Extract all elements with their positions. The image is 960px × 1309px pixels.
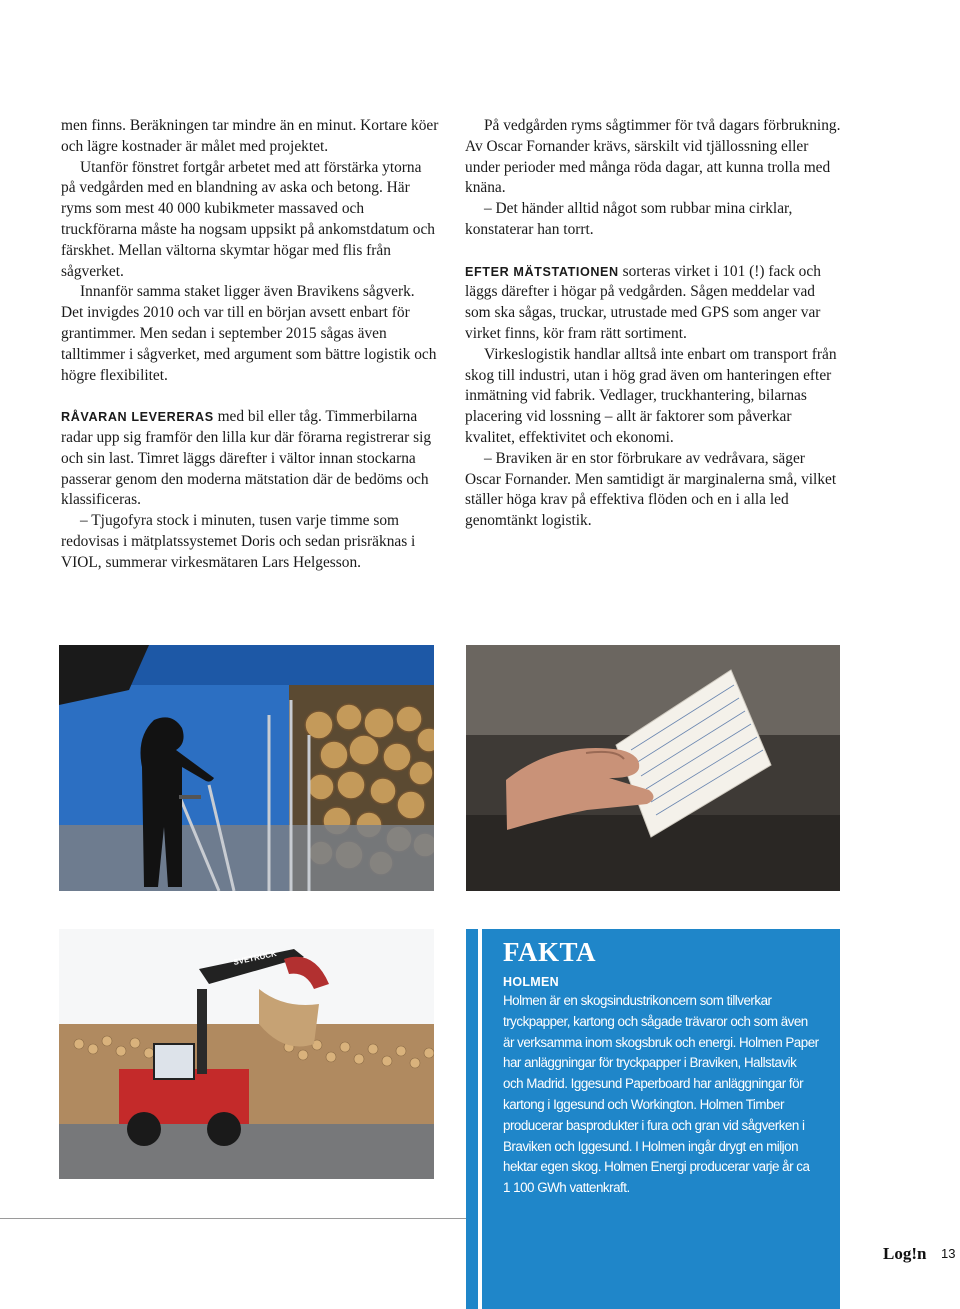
page-number: 13 (941, 1246, 956, 1261)
card-photo (466, 645, 840, 891)
quote-paragraph: – Tjugofyra stock i minuten, tusen varje timme som redovisas i mätplatssystemet Doris och sedan prisräknas i VIOL, summerar virkesmätaren Lars Helgesson. (61, 512, 416, 571)
truck-brand-label: SVETRUCK (232, 949, 278, 967)
section-text: med bil eller tåg. Timmerbilarna radar upp sig framför den lilla kur där förarna registrerar sig och sin last. Timret läggs därefter i vältor innan stockarna passerar genom den moderna mätstation där de bedöms och klassificeras. (61, 408, 432, 509)
paragraph: Utanför fönstret fortgår arbetet med att förstärka ytorna på vedgården med en blandning av aska och betong. Här ryms som mest 40 000 kubikmeter massaved och truckförarna måste ha nogsam uppsikt på ankomstdatum och färskhet. Mellan vältorna skymtar högar med flis från sågverket. (61, 158, 435, 280)
footer-divider (0, 1218, 466, 1219)
truck-photo-image (59, 929, 434, 1179)
section-lead: RÅVARAN LEVERERAS (61, 410, 214, 425)
magazine-logo: Log!n (883, 1244, 927, 1263)
truck-photo (59, 929, 434, 1179)
article-right-column (465, 116, 843, 532)
fakta-subtitle: HOLMEN (503, 975, 559, 989)
paragraph: Innanför samma staket ligger även Bravikens sågverk. Det invigdes 2010 och var till en början avsett enbart för grantimmer. Men sedan i september 2015 sågas även talltimmer i sågverket, med argument som bättre logistik och högre flexibilitet. (61, 283, 437, 384)
fakta-accent-bar (478, 929, 482, 1309)
paragraph: På vedgården ryms sågtimmer för två dagars förbrukning. Av Oscar Fornander krävs, särskilt vid tjällossning eller under perioder med många röda dagar, att kunna trolla med knäna. (465, 117, 841, 197)
worker-photo (59, 645, 434, 891)
fakta-box (466, 929, 840, 1309)
section-lead: EFTER MÄTSTATIONEN (465, 264, 619, 279)
fakta-title: FAKTA (503, 937, 596, 967)
paragraph: Virkeslogistik handlar alltså inte enbart om transport från skog till industri, utan i hög grad även om hanteringen efter inmätning vid fabrik. Vedlager, truckhantering, bilarnas placering vid lossning – allt är faktorer som påverkar kvalitet, effektivitet och ekonomi. (465, 345, 837, 446)
section-paragraph (465, 262, 843, 345)
section-text: sorteras virket i 101 (!) fack och läggs därefter i högar på vedgården. Sågen meddelar vad som ska sågas, truckar, utrustade med GPS som anger var virket finns, kör fram rätt sortiment. (465, 262, 821, 342)
fakta-body: Holmen är en skogsindustrikoncern som tillverkar tryckpapper, kartong och sågade trävaror och som även är verksamma inom skogsbruk och energi. Holmen Paper har anläggningar för tryckpapper i Braviken, Hallstavik och Madrid. Iggesund Paperboard har anläggningar för kartong i Iggesund och Workington. Holmen Timber producerar basprodukter i fura och gran vid sågverken i Braviken och Iggesund. I Holmen ingår drygt en miljon hektar egen skog. Holmen Energi producerar varje år ca 1 100 GWh vattenkraft. (503, 993, 819, 1196)
paragraph: – Braviken är en stor förbrukare av vedråvara, säger Oscar Fornander. Men samtidigt är marginalerna små, vilket ställer höga krav på effektiva flöden och en i alla led genomtänkt logistik. (465, 449, 837, 530)
paragraph: – Det händer alltid något som rubbar mina cirklar, konstaterar han torrt. (465, 200, 793, 238)
card-photo-image (466, 645, 840, 891)
article-left-column (61, 116, 439, 574)
worker-photo-image (59, 645, 434, 891)
paragraph: men finns. Beräkningen tar mindre än en minut. Kortare köer och lägre kostnader är målet med projektet. (61, 117, 439, 155)
section-paragraph (61, 407, 439, 511)
